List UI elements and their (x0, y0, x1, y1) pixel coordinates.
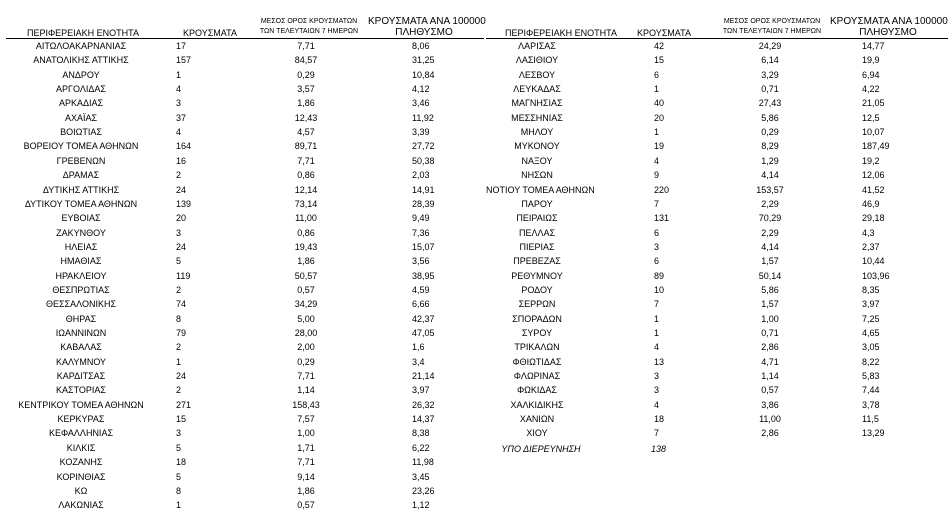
cases-value: 6 (654, 227, 660, 238)
region-name: ΛΑΣΙΘΙΟΥ (515, 55, 559, 66)
cases-value: 2 (176, 342, 182, 353)
avg-value: 50,14 (758, 270, 782, 281)
region-name: ΚΩ (74, 485, 88, 496)
rate-value: 21,14 (412, 371, 435, 382)
avg-value: 0,29 (761, 127, 779, 138)
cases-value: 7 (654, 428, 660, 439)
cases-value: 220 (654, 184, 670, 195)
header-avg-left-line1: ΜΕΣΟΣ ΟΡΟΣ ΚΡΟΥΣΜΑΤΩΝ (260, 18, 358, 25)
region-name: ΑΙΤΩΛΟΑΚΑΡΝΑΝΙΑΣ (35, 41, 127, 51)
cases-value: 1 (654, 84, 660, 95)
avg-value: 0,29 (297, 356, 315, 367)
rate-value: 1,6 (412, 342, 425, 353)
avg-value: 0,57 (297, 500, 315, 511)
rate-value: 103,96 (862, 270, 890, 281)
table-row (0, 240, 950, 254)
rate-value: 8,22 (862, 356, 880, 367)
cases-value: 131 (654, 213, 670, 224)
avg-value: 89,71 (294, 141, 318, 152)
avg-value: 28,00 (294, 328, 318, 338)
cases-value: 9 (654, 170, 660, 181)
region-name: ΖΑΚΥΝΘΟΥ (56, 227, 106, 238)
avg-value: 2,00 (297, 342, 315, 353)
avg-value: 153,57 (756, 184, 784, 195)
region-name: ΗΡΑΚΛΕΙΟΥ (55, 270, 107, 281)
region-name: ΘΕΣΠΡΩΤΙΑΣ (52, 284, 110, 295)
cases-value: 15 (654, 55, 665, 66)
cases-value: 5 (176, 256, 182, 267)
avg-value: 0,86 (297, 227, 315, 238)
region-name: ΕΥΒΟΙΑΣ (61, 213, 101, 224)
rate-value: 38,95 (412, 270, 435, 281)
avg-value: 6,14 (761, 55, 779, 66)
rate-value: 10,84 (412, 69, 435, 80)
cases-value: 6 (654, 256, 660, 267)
cases-value: 119 (176, 270, 191, 281)
table-row (0, 312, 950, 326)
rate-value: 31,25 (412, 55, 435, 66)
avg-value: 1,71 (297, 442, 315, 453)
cases-value: 4 (654, 155, 660, 166)
rate-value: 6,94 (862, 69, 880, 80)
cases-value: 1 (176, 356, 182, 367)
avg-value: 1,57 (761, 256, 779, 267)
cases-value: 4 (176, 84, 182, 95)
header-avg-right-line2: ΤΩΝ ΤΕΛΕΥΤΑΙΩΝ 7 ΗΜΕΡΩΝ (722, 28, 822, 35)
region-name: ΚΕΦΑΛΛΗΝΙΑΣ (48, 428, 114, 439)
rate-value: 8,38 (412, 428, 430, 439)
region-name: ΚΕΡΚΥΡΑΣ (57, 414, 105, 425)
cases-value: 40 (654, 98, 665, 109)
rate-value: 11,92 (412, 112, 434, 123)
table-row (0, 39, 950, 53)
rate-value: 14,77 (862, 41, 885, 51)
cases-value: 3 (654, 241, 660, 252)
header-rate-left-line1: ΚΡΟΥΣΜΑΤΑ ΑΝΑ 100000 (368, 16, 486, 27)
cases-value: 139 (176, 198, 192, 209)
region-name: ΔΥΤΙΚΗΣ ΑΤΤΙΚΗΣ (42, 184, 120, 195)
avg-value: 70,29 (758, 213, 782, 224)
region-name: ΗΜΑΘΙΑΣ (60, 256, 102, 267)
cases-value: 1 (176, 69, 182, 80)
avg-value: 11,00 (759, 414, 781, 425)
avg-value: 4,14 (761, 241, 779, 252)
avg-value: 1,14 (761, 371, 779, 382)
cases-value: 2 (176, 170, 182, 181)
rate-value: 47,05 (412, 328, 435, 338)
region-name: ΒΟΙΩΤΙΑΣ (60, 127, 102, 138)
rate-value: 6,22 (412, 442, 430, 453)
region-name: ΣΠΟΡΑΔΩΝ (512, 313, 562, 324)
cases-value: 3 (654, 385, 660, 396)
cases-value: 3 (176, 428, 182, 439)
cases-value: 1 (654, 328, 660, 338)
avg-value: 2,29 (761, 227, 779, 238)
avg-value: 1,29 (761, 155, 779, 166)
cases-value: 17 (176, 41, 187, 51)
region-name: ΠΕΙΡΑΙΩΣ (516, 213, 558, 224)
rate-value: 19,9 (862, 55, 880, 66)
avg-value: 1,57 (761, 299, 779, 310)
avg-value: 1,14 (297, 385, 315, 396)
avg-value: 73,14 (294, 198, 318, 209)
region-name: ΜΑΓΝΗΣΙΑΣ (511, 98, 563, 109)
rate-value: 50,38 (412, 155, 435, 166)
avg-value: 7,71 (297, 41, 315, 51)
cases-value: 164 (176, 141, 192, 152)
rate-value: 2,37 (862, 241, 880, 252)
header-rate-left-line2: ΠΛΗΘΥΣΜΟ (395, 27, 453, 38)
avg-value: 8,29 (761, 141, 779, 152)
cases-value: 157 (176, 55, 192, 66)
rate-value: 4,59 (412, 284, 430, 295)
avg-value: 0,57 (761, 385, 779, 396)
avg-value: 4,14 (761, 170, 779, 181)
region-name: ΝΟΤΙΟΥ ΤΟΜΕΑ ΑΘΗΝΩΝ (486, 184, 595, 195)
avg-value: 34,29 (294, 299, 318, 310)
region-name: ΗΛΕΙΑΣ (64, 241, 98, 252)
region-name: ΑΡΓΟΛΙΔΑΣ (56, 84, 106, 95)
header-avg-left-line2: ΤΩΝ ΤΕΛΕΥΤΑΙΩΝ 7 ΗΜΕΡΩΝ (259, 28, 359, 35)
avg-value: 0,57 (297, 284, 315, 295)
avg-value: 0,86 (297, 170, 315, 181)
rate-value: 3,97 (862, 299, 880, 310)
rate-value: 3,46 (412, 98, 430, 109)
rate-value: 4,3 (862, 227, 875, 238)
region-name: ΛΑΡΙΣΑΣ (518, 41, 556, 51)
region-name: ΝΑΞΟΥ (521, 155, 553, 166)
avg-value: 1,00 (761, 313, 779, 324)
avg-value: 1,86 (297, 98, 315, 109)
region-name: ΚΑΣΤΟΡΙΑΣ (56, 385, 106, 396)
rate-value: 5,83 (862, 371, 880, 382)
region-name: ΓΡΕΒΕΝΩΝ (56, 155, 106, 166)
rate-value: 29,18 (862, 213, 885, 224)
rate-value: 8,35 (862, 284, 880, 295)
cases-value: 1 (654, 127, 660, 138)
region-name: ΠΑΡΟΥ (521, 198, 553, 209)
rate-value: 4,65 (862, 328, 880, 338)
rate-value: 187,49 (862, 141, 890, 152)
avg-value: 7,71 (297, 155, 315, 166)
rate-value: 8,06 (412, 41, 430, 51)
region-name: ΦΩΚΙΔΑΣ (517, 385, 557, 396)
avg-value: 0,71 (761, 84, 779, 95)
avg-value: 1,86 (297, 485, 315, 496)
cases-value: 3 (176, 227, 182, 238)
cases-value: 7 (654, 198, 660, 209)
rate-value: 11,5 (862, 414, 879, 425)
region-name: ΛΑΚΩΝΙΑΣ (58, 500, 104, 511)
table-row (0, 470, 950, 484)
region-name: ΛΕΥΚΑΔΑΣ (513, 84, 561, 95)
under-investigation-label: ΥΠΟ ΔΙΕΡΕΥΝΗΣΗ (501, 444, 581, 454)
rate-value: 2,03 (412, 170, 430, 181)
cases-value: 5 (176, 442, 182, 453)
rate-value: 15,07 (412, 241, 435, 252)
rate-value: 23,26 (412, 485, 435, 496)
region-name: ΠΕΛΛΑΣ (518, 227, 556, 238)
region-name: ΜΥΚΟΝΟΥ (514, 141, 560, 152)
table-row (0, 355, 950, 369)
avg-value: 50,57 (294, 270, 318, 281)
region-name: ΚΕΝΤΡΙΚΟΥ ΤΟΜΕΑ ΑΘΗΝΩΝ (18, 399, 144, 410)
avg-value: 3,86 (761, 399, 779, 410)
table-row (0, 283, 950, 297)
region-name: ΑΝΑΤΟΛΙΚΗΣ ΑΤΤΙΚΗΣ (33, 55, 129, 66)
avg-value: 0,71 (761, 328, 779, 338)
rate-value: 6,66 (412, 299, 430, 310)
cases-value: 2 (176, 284, 182, 295)
region-name: ΦΘΙΩΤΙΔΑΣ (512, 356, 562, 367)
table-row (0, 139, 950, 153)
header-region-right: ΠΕΡΙΦΕΡΕΙΑΚΗ ΕΝΟΤΗΤΑ (504, 28, 618, 38)
table-row (0, 168, 950, 182)
table-row (0, 269, 950, 283)
table-row (0, 111, 950, 125)
region-name: ΡΕΘΥΜΝΟΥ (511, 270, 563, 281)
cases-value: 4 (654, 342, 660, 353)
cases-value: 89 (654, 270, 665, 281)
table-row (0, 340, 950, 354)
table-row (0, 96, 950, 110)
rate-value: 3,05 (862, 342, 880, 353)
table-row (0, 226, 950, 240)
region-name: ΧΙΟΥ (526, 428, 548, 439)
region-name: ΠΡΕΒΕΖΑΣ (513, 256, 561, 267)
table-row (0, 68, 950, 82)
rate-value: 11,98 (412, 457, 434, 468)
under-investigation-row (0, 442, 950, 456)
rate-value: 1,12 (412, 500, 430, 511)
avg-value: 84,57 (294, 55, 318, 66)
cases-value: 42 (654, 41, 665, 51)
table-row (0, 154, 950, 168)
avg-value: 158,43 (292, 399, 320, 410)
table-row (0, 326, 950, 340)
cases-value: 15 (176, 414, 187, 425)
cases-value: 7 (654, 299, 660, 310)
avg-value: 12,43 (294, 112, 318, 123)
region-name: ΛΕΣΒΟΥ (518, 69, 556, 80)
cases-value: 8 (176, 313, 182, 324)
region-name: ΑΝΔΡΟΥ (62, 69, 100, 80)
region-name: ΚΑΡΔΙΤΣΑΣ (56, 371, 106, 382)
table-row (0, 53, 950, 67)
region-name: ΣΥΡΟΥ (521, 328, 553, 338)
region-name: ΔΥΤΙΚΟΥ ΤΟΜΕΑ ΑΘΗΝΩΝ (24, 198, 138, 209)
avg-value: 9,14 (297, 471, 315, 482)
avg-value: 7,71 (297, 457, 315, 468)
region-name: ΡΟΔΟΥ (521, 284, 553, 295)
avg-value: 3,57 (297, 84, 315, 95)
avg-value: 1,86 (297, 256, 315, 267)
cases-value: 79 (176, 328, 187, 338)
region-name: ΑΧΑΪΑΣ (64, 112, 98, 123)
region-name: ΚΙΛΚΙΣ (66, 442, 96, 453)
region-name: ΘΕΣΣΑΛΟΝΙΚΗΣ (45, 299, 117, 310)
avg-value: 27,43 (758, 98, 782, 109)
rate-value: 42,37 (412, 313, 435, 324)
rate-value: 26,32 (412, 399, 435, 410)
cases-value: 1 (654, 313, 660, 324)
region-name: ΚΟΡΙΝΘΙΑΣ (56, 471, 106, 482)
rate-value: 9,49 (412, 213, 430, 224)
region-name: ΑΡΚΑΔΙΑΣ (58, 98, 104, 109)
avg-value: 4,71 (761, 356, 779, 367)
avg-value: 4,57 (297, 127, 315, 138)
region-name: ΧΑΝΙΩΝ (519, 414, 555, 425)
cases-value: 24 (176, 184, 187, 195)
rate-value: 10,07 (862, 127, 885, 138)
table-row (0, 125, 950, 139)
table-row (0, 254, 950, 268)
rate-value: 3,45 (412, 471, 430, 482)
avg-value: 1,00 (297, 428, 315, 439)
table-row (0, 412, 950, 426)
cases-value: 2 (176, 385, 182, 396)
region-name: ΘΗΡΑΣ (65, 313, 97, 324)
table-row (0, 82, 950, 96)
region-name: ΒΟΡΕΙΟΥ ΤΟΜΕΑ ΑΘΗΝΩΝ (23, 141, 139, 152)
header-cases-right: ΚΡΟΥΣΜΑΤΑ (637, 28, 691, 38)
cases-value: 18 (654, 414, 665, 425)
table-row (0, 197, 950, 211)
cases-value: 16 (176, 155, 187, 166)
cases-value: 5 (176, 471, 182, 482)
rate-value: 19,2 (862, 155, 880, 166)
table-row (0, 455, 950, 469)
rate-value: 10,44 (862, 256, 885, 267)
rate-value: 41,52 (862, 184, 885, 195)
rate-value: 3,4 (412, 356, 425, 367)
avg-value: 24,29 (758, 41, 782, 51)
table-row (0, 398, 950, 412)
cases-value: 37 (176, 112, 187, 123)
header-rate-right-line2: ΠΛΗΘΥΣΜΟ (859, 27, 917, 38)
region-name: ΧΑΛΚΙΔΙΚΗΣ (510, 399, 564, 410)
region-name: ΚΑΛΥΜΝΟΥ (55, 356, 107, 367)
header-avg-right-line1: ΜΕΣΟΣ ΟΡΟΣ ΚΡΟΥΣΜΑΤΩΝ (723, 18, 821, 25)
table-row (0, 183, 950, 197)
rate-value: 27,72 (412, 141, 435, 152)
table-row (0, 498, 950, 512)
table-row (0, 426, 950, 440)
rate-value: 4,12 (412, 84, 430, 95)
rate-value: 14,37 (412, 414, 435, 425)
region-name: ΙΩΑΝΝΙΝΩΝ (55, 328, 107, 338)
header-rate-right-line1: ΚΡΟΥΣΜΑΤΑ ΑΝΑ 100000 (830, 16, 948, 27)
region-name: ΜΗΛΟΥ (520, 127, 554, 138)
cases-value: 4 (654, 399, 660, 410)
rate-value: 3,56 (412, 256, 430, 267)
region-name: ΣΕΡΡΩΝ (518, 299, 556, 310)
cases-value: 19 (654, 141, 665, 152)
cases-value: 24 (176, 241, 187, 252)
region-name: ΚΟΖΑΝΗΣ (59, 457, 103, 468)
avg-value: 19,43 (294, 241, 318, 252)
avg-value: 3,29 (761, 69, 779, 80)
avg-value: 2,86 (761, 428, 779, 439)
cases-value: 3 (654, 371, 660, 382)
table-row (0, 211, 950, 225)
header-cases-left: ΚΡΟΥΣΜΑΤΑ (183, 28, 237, 38)
avg-value: 5,00 (297, 313, 315, 324)
cases-value: 10 (654, 284, 665, 295)
rate-value: 28,39 (412, 198, 435, 209)
region-name: ΚΑΒΑΛΑΣ (60, 342, 102, 353)
rate-value: 14,91 (412, 184, 435, 195)
avg-value: 12,14 (294, 184, 318, 195)
region-name: ΠΙΕΡΙΑΣ (519, 241, 555, 252)
avg-value: 11,00 (295, 213, 317, 224)
rate-value: 3,39 (412, 127, 430, 138)
region-name: ΤΡΙΚΑΛΩΝ (514, 342, 560, 353)
region-name: ΜΕΣΣΗΝΙΑΣ (511, 112, 563, 123)
rate-value: 7,36 (412, 227, 430, 238)
region-name: ΦΛΩΡΙΝΑΣ (513, 371, 561, 382)
cases-value: 20 (176, 213, 187, 224)
rate-value: 3,78 (862, 399, 880, 410)
avg-value: 2,86 (761, 342, 779, 353)
cases-value: 271 (176, 399, 192, 410)
rate-value: 13,29 (862, 428, 885, 439)
avg-value: 7,57 (297, 414, 315, 425)
rate-value: 12,5 (862, 112, 880, 123)
cases-value: 20 (654, 112, 665, 123)
cases-value: 6 (654, 69, 660, 80)
avg-value: 5,86 (761, 112, 779, 123)
cases-value: 8 (176, 485, 182, 496)
avg-value: 7,71 (297, 371, 315, 382)
table-row (0, 484, 950, 498)
cases-value: 18 (176, 457, 187, 468)
avg-value: 0,29 (297, 69, 315, 80)
region-name: ΝΗΣΩΝ (521, 170, 553, 181)
under-investigation-cases: 138 (651, 444, 667, 454)
rate-value: 12,06 (862, 170, 885, 181)
cases-value: 1 (176, 500, 182, 511)
avg-value: 5,86 (761, 284, 779, 295)
table-row (0, 383, 950, 397)
cases-value: 13 (654, 356, 665, 367)
rate-value: 7,25 (862, 313, 880, 324)
rate-value: 7,44 (862, 385, 880, 396)
rate-value: 21,05 (862, 98, 885, 109)
cases-value: 24 (176, 371, 187, 382)
table-row (0, 369, 950, 383)
rate-value: 3,97 (412, 385, 430, 396)
rate-value: 46,9 (862, 198, 880, 209)
cases-value: 74 (176, 299, 187, 310)
rate-value: 4,22 (862, 84, 880, 95)
cases-value: 3 (176, 98, 182, 109)
header-region-left: ΠΕΡΙΦΕΡΕΙΑΚΗ ΕΝΟΤΗΤΑ (26, 28, 140, 38)
cases-value: 4 (176, 127, 182, 138)
table-row (0, 297, 950, 311)
region-name: ΔΡΑΜΑΣ (62, 170, 100, 181)
avg-value: 2,29 (761, 198, 779, 209)
